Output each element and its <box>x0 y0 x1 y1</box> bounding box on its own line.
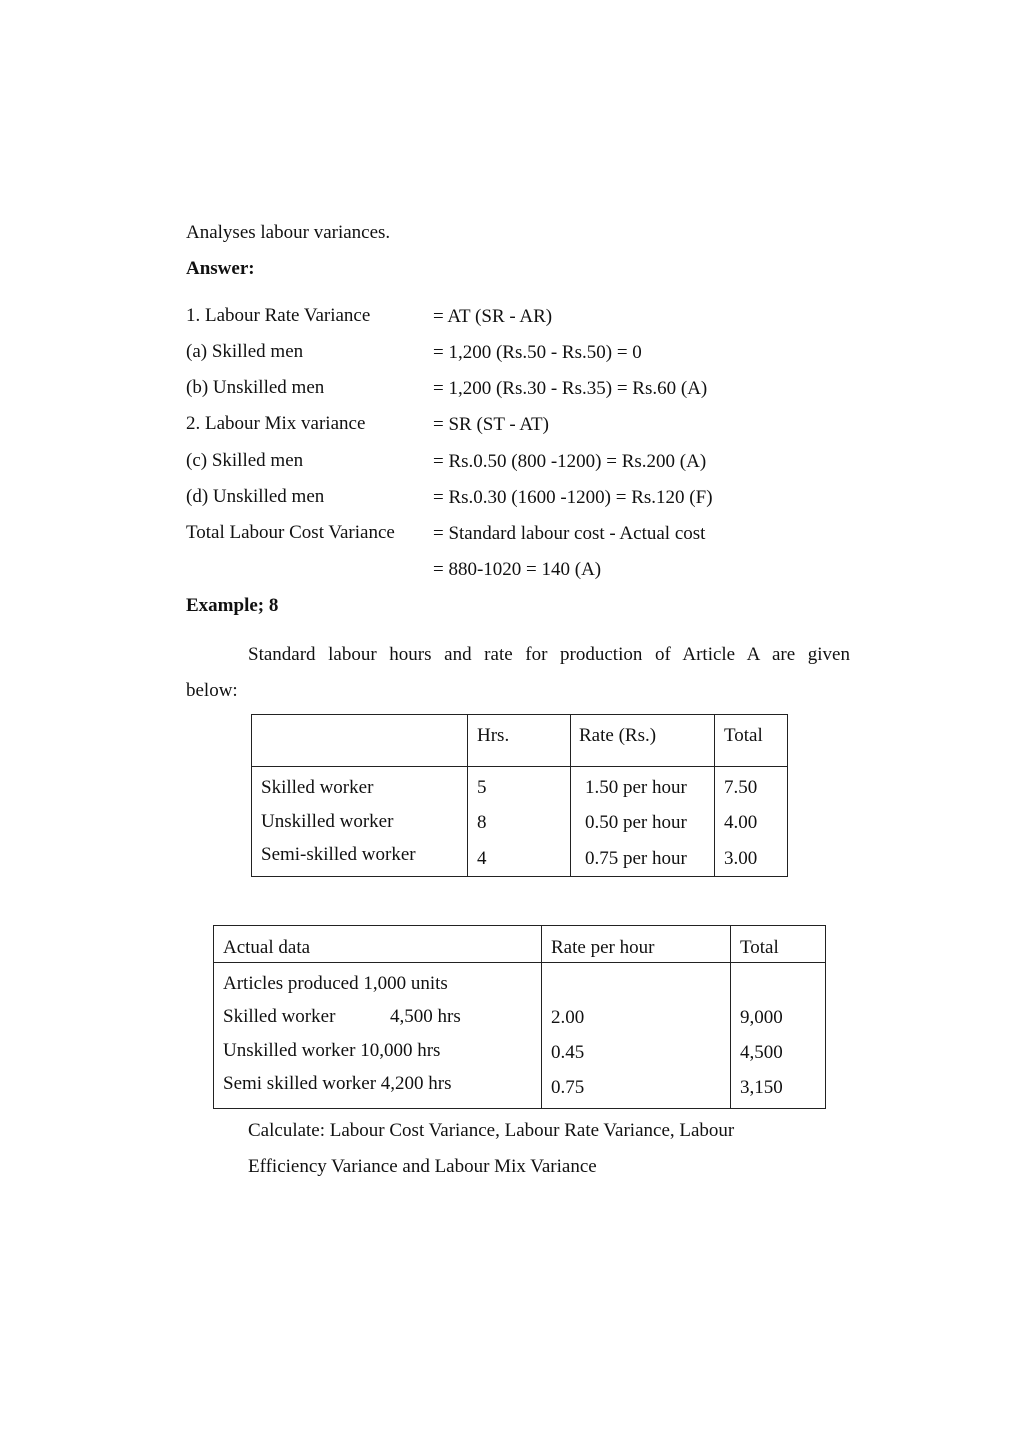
example-paragraph-line1: Standard labour hours and rate for production of Article A are given <box>248 644 850 665</box>
table-cell: 5 8 4 <box>477 777 487 869</box>
table-header-cell: Total <box>740 937 779 958</box>
answer-label: (b) Unskilled men <box>186 377 325 398</box>
answer-value: = AT (SR - AR) <box>433 306 553 327</box>
intro-text: Analyses labour variances. <box>186 222 391 243</box>
table-cell: 2.00 0.45 0.75 <box>551 1007 585 1098</box>
table-header-row: Hrs. Rate (Rs.) Total <box>252 715 788 767</box>
answer-value: = Rs.0.50 (800 -1200) = Rs.200 (A) <box>433 451 707 472</box>
answer-heading: Answer: <box>186 258 255 279</box>
answer-value: = 1,200 (Rs.50 - Rs.50) = 0 <box>433 342 642 363</box>
table-cell: 9,000 4,500 3,150 <box>740 1007 783 1098</box>
answer-label: (a) Skilled men <box>186 341 304 362</box>
actual-data-table <box>213 925 826 1109</box>
answer-value: = Standard labour cost - Actual cost <box>433 523 706 544</box>
answer-label: (d) Unskilled men <box>186 486 325 507</box>
answer-value: = SR (ST - AT) <box>433 414 549 435</box>
answer-value: = 880-1020 = 140 (A) <box>433 559 602 580</box>
example-heading: Example; 8 <box>186 595 279 616</box>
answer-label: (c) Skilled men <box>186 450 304 471</box>
answer-label: Total Labour Cost Variance <box>186 522 395 543</box>
table-cell: Skilled worker Unskilled worker Semi-skilled worker <box>261 777 416 865</box>
answer-label: 1. Labour Rate Variance <box>186 305 371 326</box>
answer-value: = Rs.0.30 (1600 -1200) = Rs.120 (F) <box>433 487 713 508</box>
table-cell: 7.50 4.00 3.00 <box>724 777 758 869</box>
table-header-cell: Rate per hour <box>551 937 655 958</box>
table-header-cell: Actual data <box>223 937 311 958</box>
table-header-row <box>214 926 826 963</box>
table-cell: 1.50 per hour 0.50 per hour 0.75 per hour <box>585 777 687 869</box>
table-row <box>214 963 826 1109</box>
answer-label: 2. Labour Mix variance <box>186 413 366 434</box>
table-row <box>252 767 788 877</box>
answer-value: = 1,200 (Rs.30 - Rs.35) = Rs.60 (A) <box>433 378 708 399</box>
example-paragraph-line2: below: <box>186 680 238 701</box>
calculate-line-1: Calculate: Labour Cost Variance, Labour Rate Variance, Labour <box>248 1120 735 1141</box>
table-cell: Articles produced 1,000 units Skilled worker 4,500 hrs Unskilled worker 10,000 hrs Semi skilled worker 4,200 hrs <box>223 973 461 1094</box>
standard-rate-table <box>251 714 788 877</box>
calculate-line-2: Efficiency Variance and Labour Mix Variance <box>248 1156 597 1177</box>
